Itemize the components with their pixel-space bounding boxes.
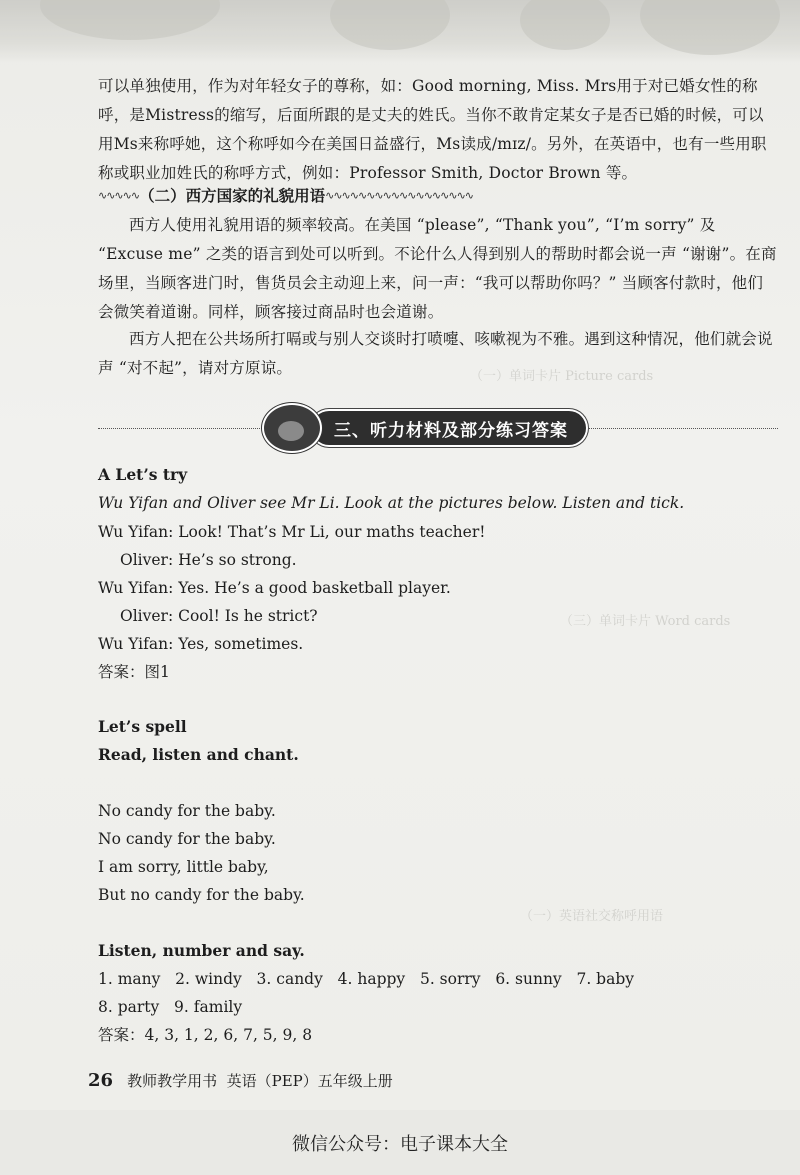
lets-try-instruction: Wu Yifan and Oliver see Mr Li. Look at the pictures below. Listen and tick. (98, 494, 685, 512)
banner-title: 三、听力材料及部分练习答案 (312, 411, 586, 445)
dialogue-line: Wu Yifan: Yes, sometimes. (98, 635, 304, 653)
listen-number-heading: Listen, number and say. (98, 941, 305, 960)
chant-line: No candy for the baby. (98, 802, 276, 820)
etiquette-paragraph: 西方人把在公共场所打嗝或与别人交谈时打喷嚏、咳嗽视为不雅。遇到这种情况，他们就会说声 “对不起”，请对方原谅。 (98, 330, 773, 377)
mascot-icon (262, 403, 322, 453)
page-number: 26 (88, 1070, 114, 1091)
politeness-paragraph: 西方人使用礼貌用语的频率较高。在美国 “please”, “Thank you”, “I’m sorry” 及 “Excuse me” 之类的语言到处可以听到。不论什么人得到别人的帮助时都会说一声 “谢谢”。在商场里，当顾客进门时，售货员会主动迎上来，问一声：“我可以帮助你吗？” 当顾客付款时，他们会微笑着道谢。同样，顾客接过商品时也会道谢。 (98, 216, 777, 321)
lets-spell-subheading: Read, listen and chant. (98, 745, 299, 764)
bleed-through-text: （一）英语社交称呼用语 (520, 909, 664, 924)
word-list-line: 8. party 9. family (98, 998, 243, 1016)
section-heading-text: （二）西方国家的礼貌用语 (139, 186, 326, 205)
chant-line: No candy for the baby. (98, 830, 276, 848)
listen-number-answer: 答案：4, 3, 1, 2, 6, 7, 5, 9, 8 (98, 1026, 313, 1044)
lets-spell-heading: Let’s spell (98, 717, 187, 736)
section-heading (98, 184, 473, 206)
bleed-through-text: （三）单词卡片 Word cards (560, 614, 731, 629)
dialogue-line: Wu Yifan: Look! That’s Mr Li, our maths teacher! (98, 523, 486, 541)
dialogue-line: Oliver: He’s so strong. (120, 551, 297, 569)
dialogue-line: Oliver: Cool! Is he strict? (120, 607, 318, 625)
lets-try-heading: A Let’s try (98, 465, 188, 484)
section-banner (262, 408, 592, 448)
decorative-wave-right: ∿∿∿∿∿∿∿∿∿∿∿∿∿∿∿∿∿∿ (325, 188, 474, 202)
lets-try-answer: 答案：图1 (98, 663, 170, 681)
page-footer (88, 1070, 393, 1091)
decorative-wave-left: ∿∿∿∿∿ (98, 188, 140, 202)
header-illustration (0, 0, 800, 62)
chant-line: I am sorry, little baby, (98, 858, 269, 876)
dialogue-line: Wu Yifan: Yes. He’s a good basketball player. (98, 579, 451, 597)
intro-paragraph: 可以单独使用，作为对年轻女子的尊称，如：Good morning, Miss. Mrs用于对已婚女性的称呼，是Mistress的缩写，后面所跟的是丈夫的姓氏。当你不敢肯定某女子是否已婚的时候，可以用Ms来称呼她，这个称呼如今在美国日益盛行，Ms读成/mɪz/。另外，在英语中，也有一些用职称或职业加姓氏的称呼方式，例如：Professor Smith, Doctor Brown 等。 (98, 77, 767, 182)
watermark-caption: 微信公众号：电子课本大全 (292, 1134, 508, 1155)
book-title: 教师教学用书 英语（PEP）五年级上册 (127, 1072, 393, 1090)
bleed-through-text: （一）单词卡片 Picture cards (470, 369, 654, 384)
word-list-line: 1. many 2. windy 3. candy 4. happy 5. sorry 6. sunny 7. baby (98, 970, 635, 988)
chant-line: But no candy for the baby. (98, 886, 305, 904)
